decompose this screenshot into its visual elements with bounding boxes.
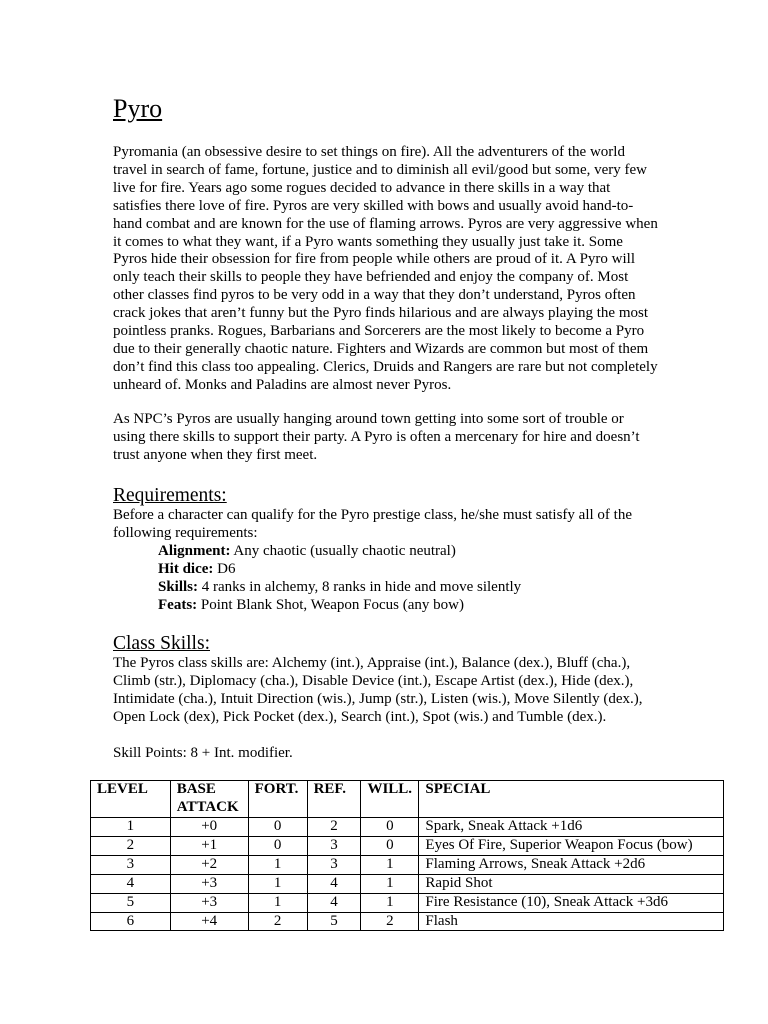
- intro-paragraph: Pyromania (an obsessive desire to set things on fire). All the adventurers of the world travel in search of fame, fortune, justice and to diminish all evil/good but some, very few live for fire. Years ago some rogues decided to advance in there skills in a way that satisfies there love of fire. Pyros are very skilled with bows and usually avoid hand-to-hand combat and are known for the use of flaming arrows. Pyros are very aggressive when it comes to what they want, if a Pyro wants something they usually just take it. Some Pyros hide their obsession for fire from people while others are proud of it. A Pyro will only teach their skills to people they have befriended and enjoy the company of. Most other classes find pyros to be very odd in a way that they don’t understand, Pyros often crack jokes that aren’t funny but the Pyro finds hilarious and are always playing the most pointless pranks. Rogues, Barbarians and Sorcerers are the most likely to become a Pyro due to their generally chaotic nature. Fighters and Wizards are common but most of them don’t find this class too appealing. Clerics, Druids and Rangers are rare but not completely unheard of. Monks and Paladins are almost never Pyros.: [113, 144, 658, 393]
- requirements-intro: Before a character can qualify for the Pyro prestige class, he/she must satisfy all of the following requirements:: [113, 507, 632, 541]
- page-title: Pyro: [113, 94, 163, 123]
- requirement-value: Point Blank Shot, Weapon Focus (any bow): [197, 596, 464, 613]
- cell-ref: 4: [307, 893, 361, 912]
- table-row: [91, 893, 724, 912]
- cell-level: 4: [91, 874, 171, 893]
- cell-special: Flash: [419, 912, 724, 931]
- table-row: [91, 874, 724, 893]
- cell-will: 1: [361, 874, 419, 893]
- requirement-value: D6: [213, 560, 236, 577]
- cell-fort: 1: [248, 874, 307, 893]
- cell-ref: 4: [307, 874, 361, 893]
- requirement-value: Any chaotic (usually chaotic neutral): [230, 543, 456, 559]
- requirement-hit-dice: [158, 561, 521, 579]
- cell-special: Flaming Arrows, Sneak Attack +2d6: [419, 855, 724, 874]
- cell-fort: 1: [248, 893, 307, 912]
- progression-table: [90, 780, 724, 931]
- requirement-label: Hit dice:: [158, 560, 214, 577]
- cell-base-attack: +3: [170, 893, 248, 912]
- header-will: WILL.: [361, 781, 419, 818]
- requirement-skills: [158, 579, 521, 597]
- cell-fort: 0: [248, 836, 307, 855]
- cell-level: 6: [91, 912, 171, 931]
- requirements-list: [158, 543, 521, 615]
- cell-level: 1: [91, 818, 171, 837]
- cell-special: Rapid Shot: [419, 874, 724, 893]
- cell-level: 2: [91, 836, 171, 855]
- requirement-value: 4 ranks in alchemy, 8 ranks in hide and move silently: [198, 578, 522, 595]
- cell-special: Spark, Sneak Attack +1d6: [419, 818, 724, 837]
- cell-fort: 2: [248, 912, 307, 931]
- cell-will: 0: [361, 836, 419, 855]
- header-fort: FORT.: [248, 781, 307, 818]
- table-row: [91, 818, 724, 837]
- cell-fort: 1: [248, 855, 307, 874]
- requirement-feats: [158, 597, 521, 615]
- cell-fort: 0: [248, 818, 307, 837]
- cell-base-attack: +1: [170, 836, 248, 855]
- cell-level: 3: [91, 855, 171, 874]
- cell-base-attack: +2: [170, 855, 248, 874]
- table-row: [91, 912, 724, 931]
- cell-ref: 3: [307, 855, 361, 874]
- cell-will: 2: [361, 912, 419, 931]
- requirement-label: Alignment:: [158, 543, 231, 559]
- header-level: LEVEL: [91, 781, 171, 818]
- cell-base-attack: +3: [170, 874, 248, 893]
- cell-ref: 5: [307, 912, 361, 931]
- skill-points-text: Skill Points: 8 + Int. modifier.: [113, 745, 293, 761]
- requirement-alignment: [158, 543, 521, 561]
- cell-special: Fire Resistance (10), Sneak Attack +3d6: [419, 893, 724, 912]
- cell-level: 5: [91, 893, 171, 912]
- header-base-attack: BASE ATTACK: [170, 781, 248, 818]
- table-header-row: [91, 781, 724, 818]
- cell-special: Eyes Of Fire, Superior Weapon Focus (bow): [419, 836, 724, 855]
- class-skills-text: The Pyros class skills are: Alchemy (int.), Appraise (int.), Balance (dex.), Bluff (cha.), Climb (str.), Diplomacy (cha.), Disable Device (int.), Escape Artist (dex.), Hide (dex.), Intimidate (cha.), Intuit Direction (wis.), Jump (str.), Listen (wis.), Move Silently (dex.), Open Lock (dex), Pick Pocket (dex.), Search (int.), Spot (wis.) and Tumble (dex.).: [113, 655, 643, 725]
- requirements-heading: Requirements:: [113, 485, 227, 506]
- class-skills-heading: Class Skills:: [113, 633, 210, 654]
- cell-will: 1: [361, 893, 419, 912]
- cell-base-attack: +0: [170, 818, 248, 837]
- cell-ref: 3: [307, 836, 361, 855]
- table-row: [91, 836, 724, 855]
- requirement-label: Skills:: [158, 578, 199, 595]
- header-special: SPECIAL: [419, 781, 724, 818]
- cell-will: 1: [361, 855, 419, 874]
- cell-will: 0: [361, 818, 419, 837]
- header-ref: REF.: [307, 781, 361, 818]
- requirement-label: Feats:: [158, 596, 198, 613]
- cell-ref: 2: [307, 818, 361, 837]
- table-row: [91, 855, 724, 874]
- npc-paragraph: As NPC’s Pyros are usually hanging around town getting into some sort of trouble or using there skills to support their party. A Pyro is often a mercenary for hire and doesn’t trust anyone when they first meet.: [113, 411, 640, 463]
- cell-base-attack: +4: [170, 912, 248, 931]
